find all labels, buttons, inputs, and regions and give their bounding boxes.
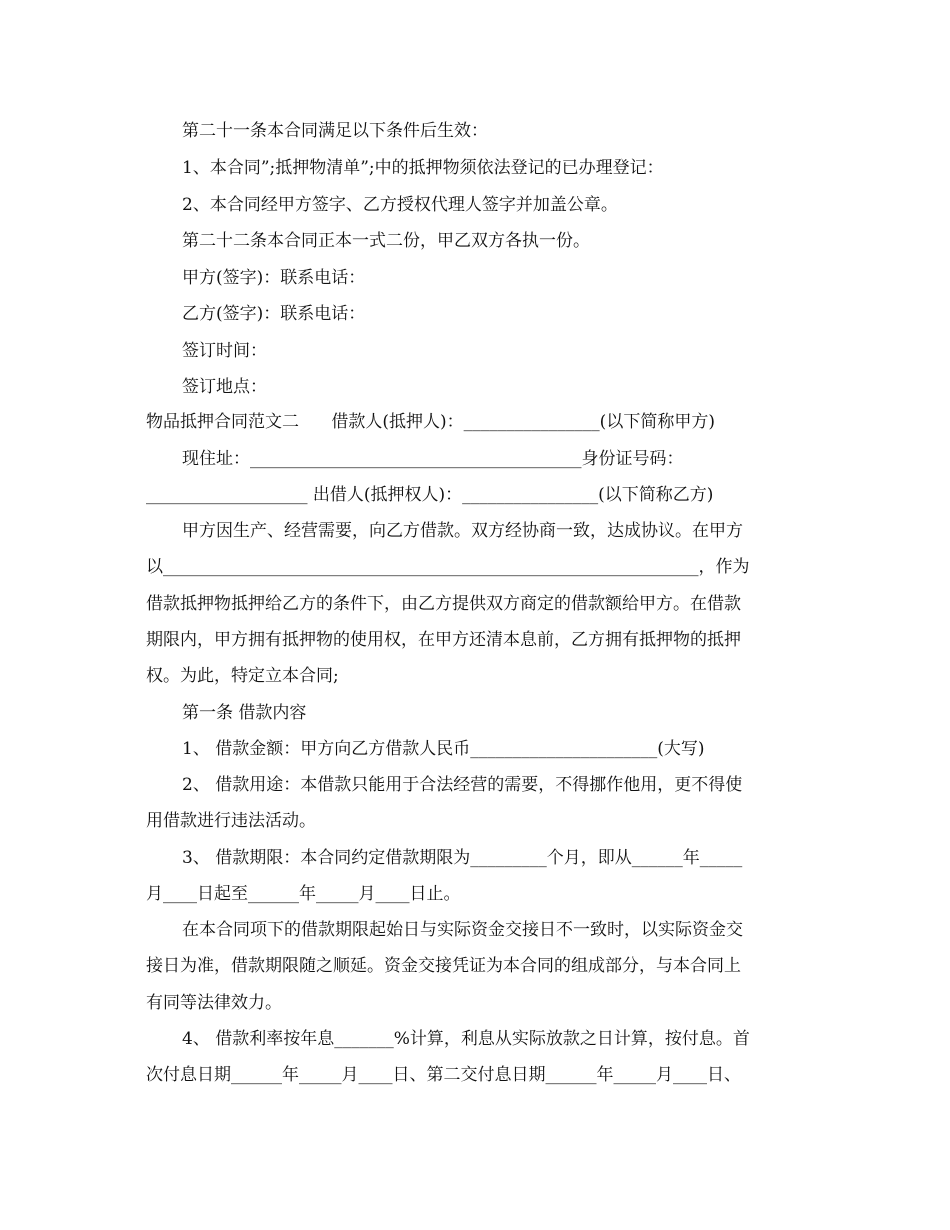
article-21-item-1: 1、本合同”;抵押物清单”;中的抵押物须依法登记的已办理登记： (182, 158, 664, 178)
article-22-heading: 第二十二条本合同正本一式二份，甲乙双方各执一份。 (182, 231, 590, 251)
preamble-line-5: 权。为此，特定立本合同; (146, 666, 339, 686)
signing-place-line: 签订地点： (182, 377, 267, 397)
interest-rate-line-2: 次付息日期______年_____月____日、第二交付息日期______年_____月____日、 (146, 1065, 741, 1085)
preamble-line-4: 期限内，甲方拥有抵押物的使用权，在甲方还清本息前，乙方拥有抵押物的抵押 (146, 630, 741, 650)
article-21-heading: 第二十一条本合同满足以下条件后生效： (182, 121, 488, 141)
article-21-item-2: 2、本合同经甲方签字、乙方授权代理人签字并加盖公章。 (182, 195, 618, 215)
address-id-line: 现住址：_______________________________________身份证号码： (182, 449, 684, 469)
term-note-line-2: 接日为准，借款期限随之顺延。资金交接凭证为本合同的组成部分，与本合同上 (146, 956, 741, 976)
term-note-line-3: 有同等法律效力。 (146, 993, 282, 1013)
interest-rate-line-1: 4、 借款利率按年息_______%计算，利息从实际放款之日计算，按付息。首 (182, 1029, 750, 1049)
article-1-heading: 第一条 借款内容 (182, 703, 307, 723)
loan-term-line-2: 月____日起至______年_____月____日止。 (146, 884, 461, 904)
loan-amount-line: 1、 借款金额：甲方向乙方借款人民币______________________(大写) (182, 739, 705, 759)
loan-purpose-line-2: 用借款进行违法活动。 (146, 811, 316, 831)
signing-date-line: 签订时间： (182, 341, 267, 361)
preamble-line-1: 甲方因生产、经营需要，向乙方借款。双方经协商一致，达成协议。在甲方 (182, 521, 743, 541)
template-2-borrower-line: 物品抵押合同范文二 借款人(抵押人)：________________(以下简称甲方) (146, 412, 715, 432)
party-b-signature-line: 乙方(签字)：联系电话： (182, 304, 366, 324)
loan-purpose-line-1: 2、 借款用途：本借款只能用于合法经营的需要，不得挪作他用，更不得使 (182, 775, 743, 795)
loan-term-line-1: 3、 借款期限：本合同约定借款期限为_________个月，即从______年_____ (182, 848, 743, 868)
preamble-line-2: 以_______________________________________________________________，作为 (146, 557, 750, 577)
party-a-signature-line: 甲方(签字)：联系电话： (182, 268, 366, 288)
preamble-line-3: 借款抵押物抵押给乙方的条件下，由乙方提供双方商定的借款额给甲方。在借款 (146, 594, 741, 614)
term-note-line-1: 在本合同项下的借款期限起始日与实际资金交接日不一致时，以实际资金交 (182, 920, 743, 940)
lender-line: ___________________ 出借人(抵押权人)：________________(以下简称乙方) (146, 485, 714, 505)
